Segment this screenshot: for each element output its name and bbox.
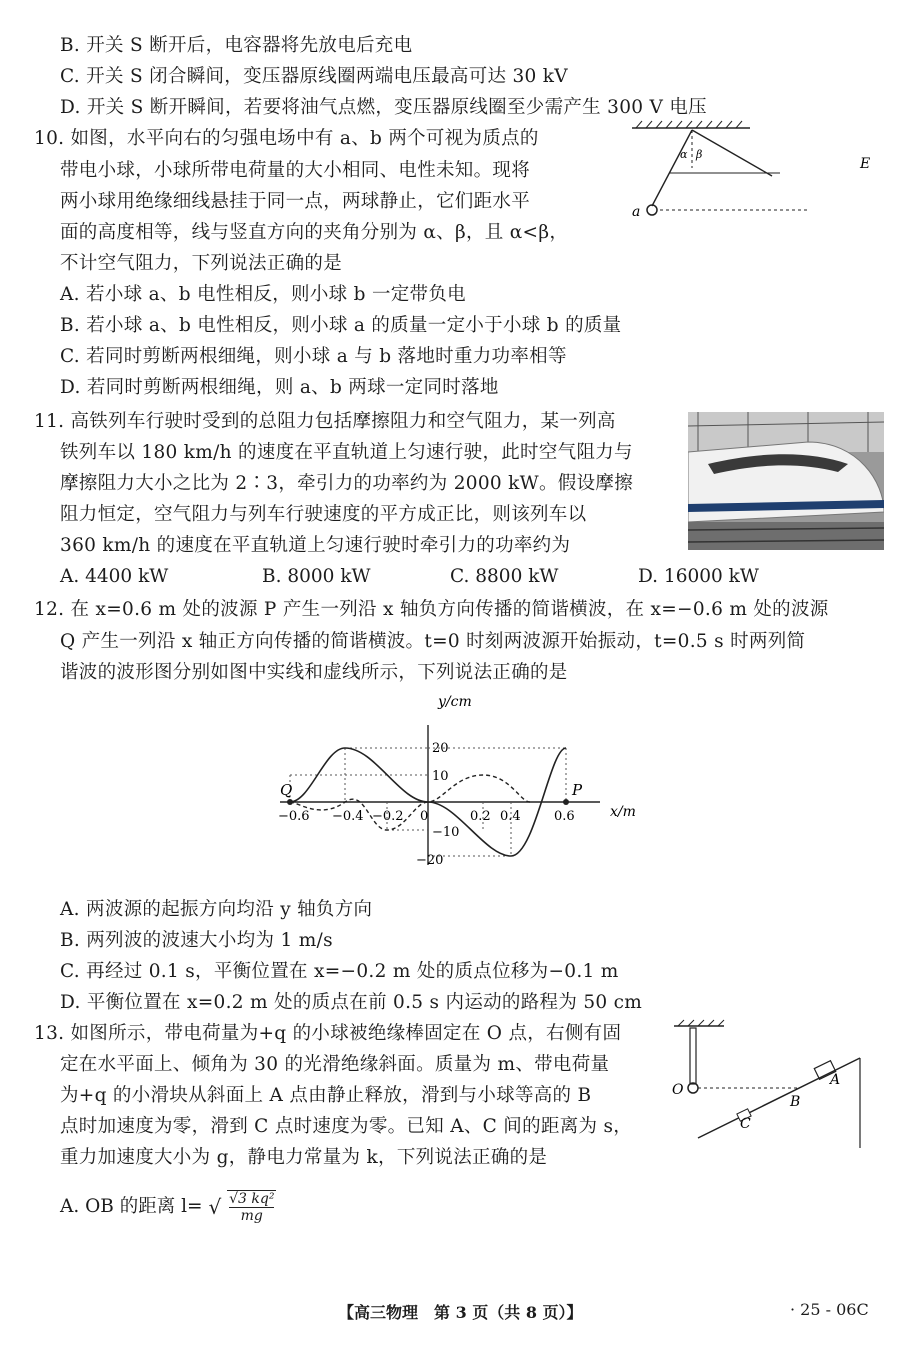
q10-stem-line-3: 两小球用绝缘细线悬挂于同一点，两球静止，它们距水平 [60, 191, 531, 212]
q13-option-a-prefix: A. OB 的距离 l= [60, 1196, 203, 1217]
q12-stem-line-1: 12. 在 x=0.6 m 处的波源 P 产生一列沿 x 轴负方向传播的简谐横波，在 x=−0.6 m 处的波源 [34, 599, 829, 620]
x-axis-label: x/m [610, 804, 636, 820]
label-o: O [672, 1082, 684, 1098]
q11-stem-line-1: 11. 高铁列车行驶时受到的总阻力包括摩擦阻力和空气阻力，某一列高 [34, 411, 616, 432]
formula-numerator: √3 kq² [229, 1191, 275, 1207]
x-tick: 0.6 [554, 809, 575, 824]
q12-option-a: A. 两波源的起振方向均沿 y 轴负方向 [60, 899, 373, 920]
q10-beta-label: β [696, 148, 703, 161]
q13-option-a [60, 1190, 276, 1224]
q12-option-b: B. 两列波的波速大小均为 1 m/s [60, 930, 333, 951]
q10-ball-a-label: a [632, 204, 641, 220]
page-footer-code: · 25 - 06C [790, 1300, 869, 1319]
q11-option-c: C. 8800 kW [450, 566, 559, 587]
q9-option-b: B. 开关 S 断开后，电容器将先放电后充电 [60, 35, 413, 56]
label-b: B [790, 1094, 801, 1110]
source-q-dot [287, 799, 293, 805]
q10-alpha-label: α [680, 148, 688, 161]
q11-option-d: D. 16000 kW [638, 566, 759, 587]
q9-option-c: C. 开关 S 闭合瞬间，变压器原线圈两端电压最高可达 30 kV [60, 66, 568, 87]
q11-stem-line-4: 阻力恒定，空气阻力与列车行驶速度的平方成正比，则该列车以 [60, 504, 587, 525]
q10-option-c: C. 若同时剪断两根细绳，则小球 a 与 b 落地时重力功率相等 [60, 346, 567, 367]
q11-stem-line-5: 360 km/h 的速度在平直轨道上匀速行驶时牵引力的功率约为 [60, 535, 571, 556]
y-tick: −20 [416, 853, 444, 868]
q11-stem-line-2: 铁列车以 180 km/h 的速度在平直轨道上匀速行驶，此时空气阻力与 [60, 442, 633, 463]
q10-option-b: B. 若小球 a、b 电性相反，则小球 a 的质量一定小于小球 b 的质量 [60, 315, 622, 336]
q10-stem-line-5: 不计空气阻力，下列说法正确的是 [60, 253, 343, 274]
x-tick: 0.2 [470, 809, 491, 824]
source-p-dot [563, 799, 569, 805]
q13-stem-line-1: 13. 如图所示，带电荷量为+q 的小球被绝缘棒固定在 O 点，右侧有固 [34, 1023, 622, 1044]
q9-option-d: D. 开关 S 断开瞬间，若要将油气点燃，变压器原线圈至少需产生 300 V 电压 [60, 97, 707, 118]
q11-option-a: A. 4400 kW [60, 566, 169, 587]
page-footer-center: 【高三物理 第 3 页（共 8 页）】 [338, 1303, 583, 1322]
q10-figure [620, 118, 880, 228]
q12-option-c: C. 再经过 0.1 s，平衡位置在 x=−0.2 m 处的质点位移为−0.1 m [60, 961, 619, 982]
y-tick: 20 [432, 741, 449, 756]
q13-stem-line-5: 重力加速度大小为 g，静电力常量为 k，下列说法正确的是 [60, 1147, 548, 1168]
q13-stem-line-4: 点时加速度为零，滑到 C 点时速度为零。已知 A、C 间的距离为 s， [60, 1116, 633, 1137]
label-c: C [740, 1116, 751, 1132]
label-q: Q [280, 781, 293, 799]
label-a: A [830, 1072, 841, 1088]
q13-figure [668, 1018, 878, 1148]
q10-field-label: E [860, 156, 871, 172]
q11-option-b: B. 8000 kW [262, 566, 371, 587]
train-photo [688, 412, 884, 550]
q11-stem-line-3: 摩擦阻力大小之比为 2∶3，牵引力的功率约为 2000 kW。假设摩擦 [60, 473, 633, 494]
label-p: P [572, 781, 583, 799]
y-tick: 10 [432, 769, 449, 784]
formula-denominator: mg [240, 1208, 263, 1224]
q12-stem-line-2: Q 产生一列沿 x 轴正方向传播的简谐横波。t=0 时刻两波源开始振动，t=0.5 s 时两列简 [60, 631, 806, 652]
q13-stem-line-3: 为+q 的小滑块从斜面上 A 点由静止释放，滑到与小球等高的 B [60, 1085, 592, 1106]
x-tick: −0.4 [332, 809, 364, 824]
x-tick: −0.2 [372, 809, 404, 824]
q10-option-a: A. 若小球 a、b 电性相反，则小球 b 一定带负电 [60, 284, 466, 305]
q10-stem-line-4: 面的高度相等，线与竖直方向的夹角分别为 α、β，且 α<β， [60, 222, 569, 243]
q12-stem-line-3: 谐波的波形图分别如图中实线和虚线所示，下列说法正确的是 [60, 662, 568, 683]
x-tick: −0.6 [278, 809, 310, 824]
sqrt-sign: √ [208, 1195, 222, 1219]
y-axis-label: y/cm [438, 694, 472, 710]
q13-stem-line-2: 定在水平面上、倾角为 30 的光滑绝缘斜面。质量为 m、带电荷量 [60, 1054, 610, 1075]
x-tick: 0.4 [500, 809, 521, 824]
q10-stem-line-1: 10. 如图，水平向右的匀强电场中有 a、b 两个可视为质点的 [34, 128, 539, 149]
q12-wave-graph [270, 690, 660, 870]
q12-option-d: D. 平衡位置在 x=0.2 m 处的质点在前 0.5 s 内运动的路程为 50 cm [60, 992, 643, 1013]
y-tick: −10 [432, 825, 460, 840]
q10-stem-line-2: 带电小球，小球所带电荷量的大小相同、电性未知。现将 [60, 160, 531, 181]
x-tick: 0 [420, 809, 429, 824]
q10-option-d: D. 若同时剪断两根细绳，则 a、b 两球一定同时落地 [60, 377, 499, 398]
